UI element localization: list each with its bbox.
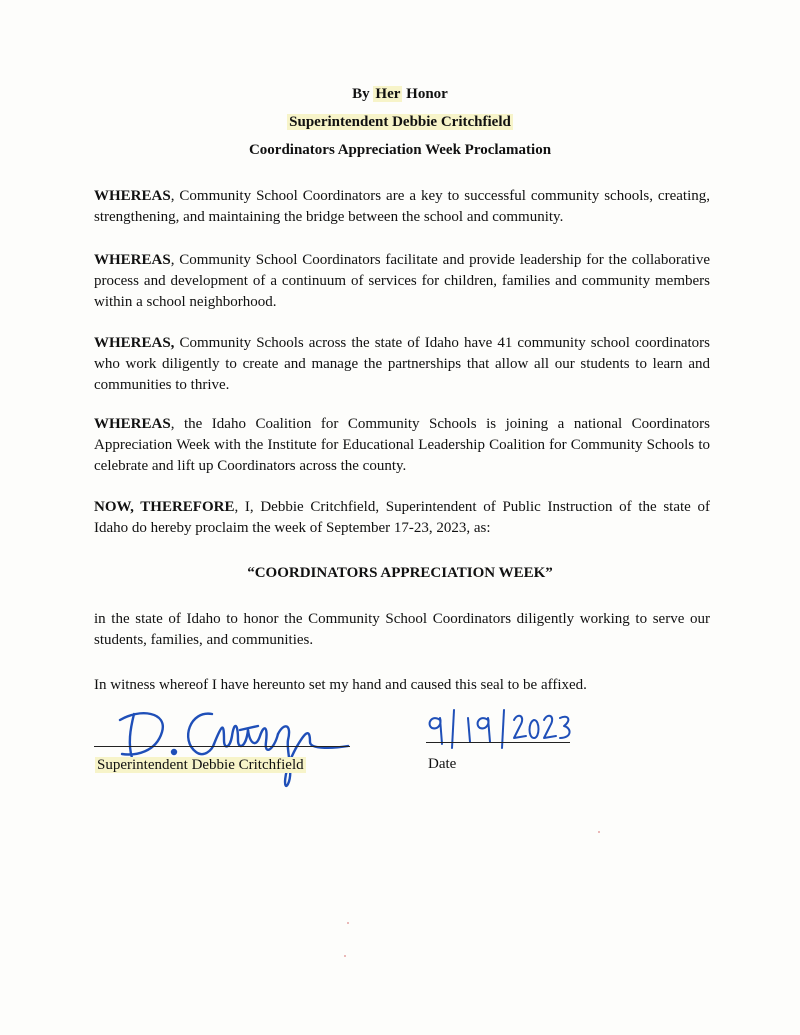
signature-label: Superintendent Debbie Critchfield (97, 757, 304, 773)
proclamation-title: “COORDINATORS APPRECIATION WEEK” (247, 565, 553, 581)
closing-paragraph: in the state of Idaho to honor the Community School Coordinators diligently working to serve our students, families, and communities. (94, 611, 710, 648)
whereas-paragraph-2: WHEREAS, Community School Coordinators facilitate and provide leadership for the collaborative process and development of a continuum of services for children, families and community members within a school neighborhood. (94, 252, 710, 310)
scan-speck (347, 922, 349, 924)
scan-speck (598, 831, 600, 833)
date-line (426, 742, 570, 743)
whereas-paragraph-1: WHEREAS, Community School Coordinators are a key to successful community schools, creating, strengthening, and maintaining the bridge between the school and community. (94, 188, 710, 225)
document-title: Coordinators Appreciation Week Proclamation (248, 142, 552, 158)
superintendent-name-heading: Superintendent Debbie Critchfield (289, 114, 511, 130)
now-therefore-paragraph: NOW, THEREFORE, I, Debbie Critchfield, Superintendent of Public Instruction of the state of Idaho do hereby proclaim the week of September 17-23, 2023, as: (94, 499, 710, 536)
scan-speck (344, 955, 346, 957)
header-line-2 (0, 114, 800, 131)
header-line-1: By Her Honor (352, 86, 448, 102)
date-label: Date (428, 756, 457, 772)
signature-line (94, 746, 350, 747)
handwritten-signature (100, 700, 360, 800)
handwritten-date (418, 706, 578, 752)
header-highlight: Her (375, 86, 401, 102)
whereas-paragraph-3: WHEREAS, Community Schools across the state of Idaho have 41 community school coordinators who work diligently to create and manage the partnerships that allow all our students to learn and communities to thrive. (94, 335, 710, 393)
whereas-paragraph-4: WHEREAS, the Idaho Coalition for Community Schools is joining a national Coordinators Appreciation Week with the Institute for Educational Leadership Coalition for Community Schools to celebrate and lift up Coordinators across the county. (94, 416, 710, 474)
witness-statement: In witness whereof I have hereunto set my hand and caused this seal to be affixed. (94, 677, 587, 693)
